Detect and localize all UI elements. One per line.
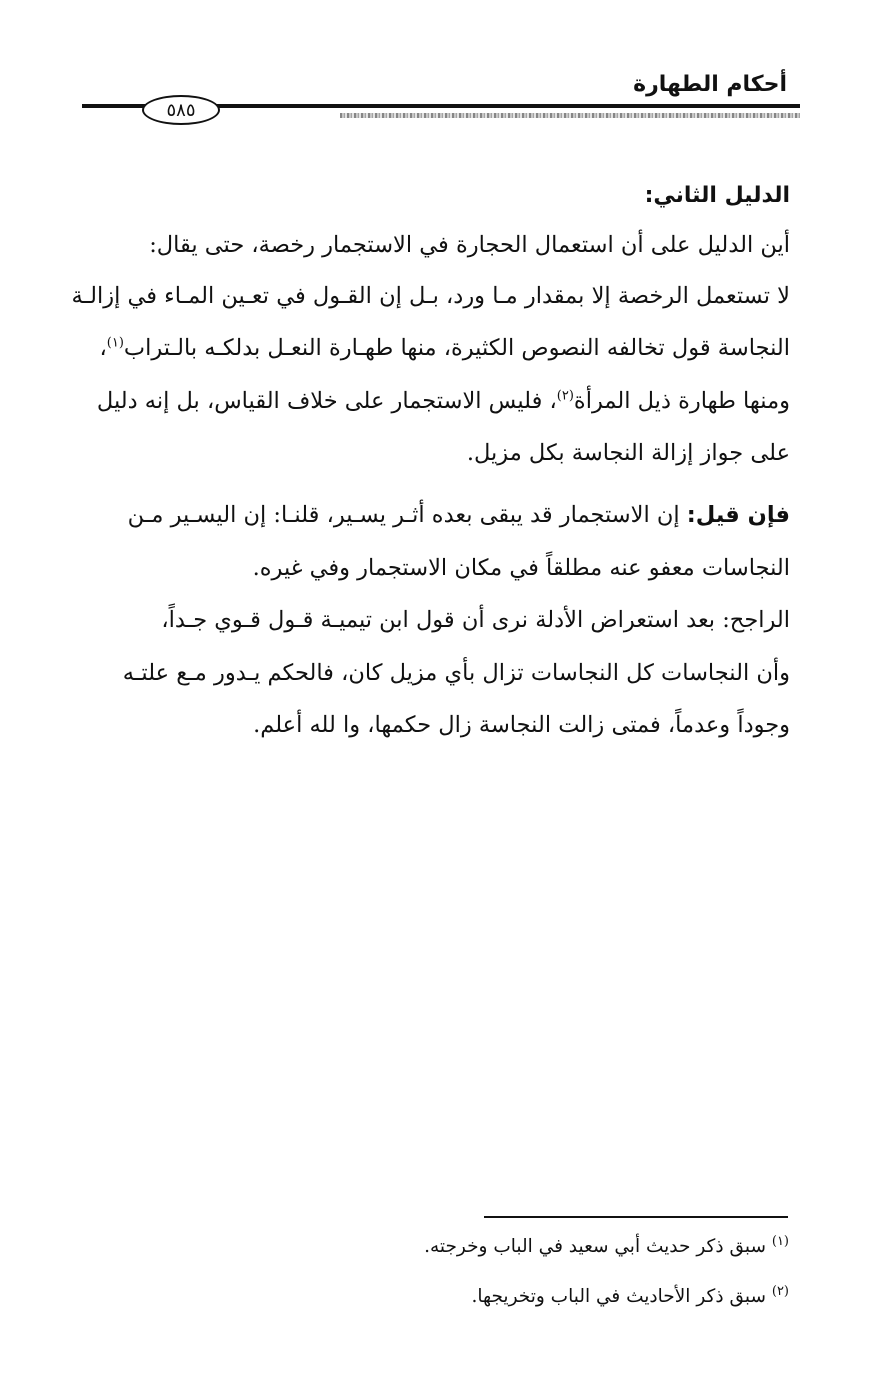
section-heading: الدليل الثاني: — [644, 183, 790, 208]
footnote-text: سبق ذكر حديث أبي سعيد في الباب وخرجته. — [424, 1236, 766, 1258]
paragraph-1-line-1: أين الدليل على أن استعمال الحجارة في الاستجمار رخصة، حتى يقال: — [149, 232, 790, 258]
footnote-ref-2[interactable]: (٢) — [556, 388, 574, 404]
paragraph-2-line-2: النجاسات معفو عنه مطلقاً في مكان الاستجمار وفي غيره. — [252, 555, 790, 581]
paragraph-1-line-5: على جواز إزالة النجاسة بكل مزيل. — [466, 440, 790, 466]
paragraph-1-line-2: لا تستعمل الرخصة إلا بمقدار مـا ورد، بـل إن القـول في تعـين المـاء في إزالـة — [71, 283, 790, 309]
paragraph-2-line-1 — [76, 502, 790, 528]
footnote-ref-1[interactable]: (١) — [106, 335, 124, 351]
main-text — [71, 0, 790, 1389]
paragraph-1-line-3 — [76, 335, 790, 361]
paragraph-3-line-3: وجوداً وعدماً، فمتى زالت النجاسة زال حكمها، وا لله أعلم. — [253, 712, 790, 738]
footnote-separator — [484, 1216, 788, 1218]
paragraph-1-line-4 — [76, 388, 790, 414]
line-text: ومنها طهارة ذيل المرأة — [573, 388, 790, 414]
paragraph-3-line-2: وأن النجاسات كل النجاسات تزال بأي مزيل كان، فالحكم يـدور مـع علتـه — [122, 660, 790, 686]
footnote-marker: (١) — [771, 1234, 789, 1249]
page-number: ٥٨٥ — [142, 95, 220, 125]
line-suffix: ، فليس الاستجمار على خلاف القياس، بل إنه دليل — [96, 388, 557, 414]
paragraph-lead: فإن قيل: — [686, 502, 790, 528]
running-header-title: أحكام الطهارة — [633, 72, 787, 97]
footnote-text: سبق ذكر الأحاديث في الباب وتخريجها. — [471, 1286, 766, 1308]
paragraph-3-line-1: الراجح: بعد استعراض الأدلة نرى أن قول ابن تيميـة قـول قـوي جـداً، — [161, 607, 790, 633]
line-text: إن الاستجمار قد يبقى بعده أثـر يسـير، قلنـا: إن اليسـير مـن — [127, 502, 687, 528]
line-suffix: ، — [99, 335, 107, 361]
footnote-2 — [471, 1284, 789, 1307]
footnote-marker: (٢) — [771, 1284, 789, 1299]
footnote-1 — [424, 1234, 789, 1257]
line-text: النجاسة قول تخالفه النصوص الكثيرة، منها طهـارة النعـل بدلكـه بالـتراب — [123, 335, 790, 361]
